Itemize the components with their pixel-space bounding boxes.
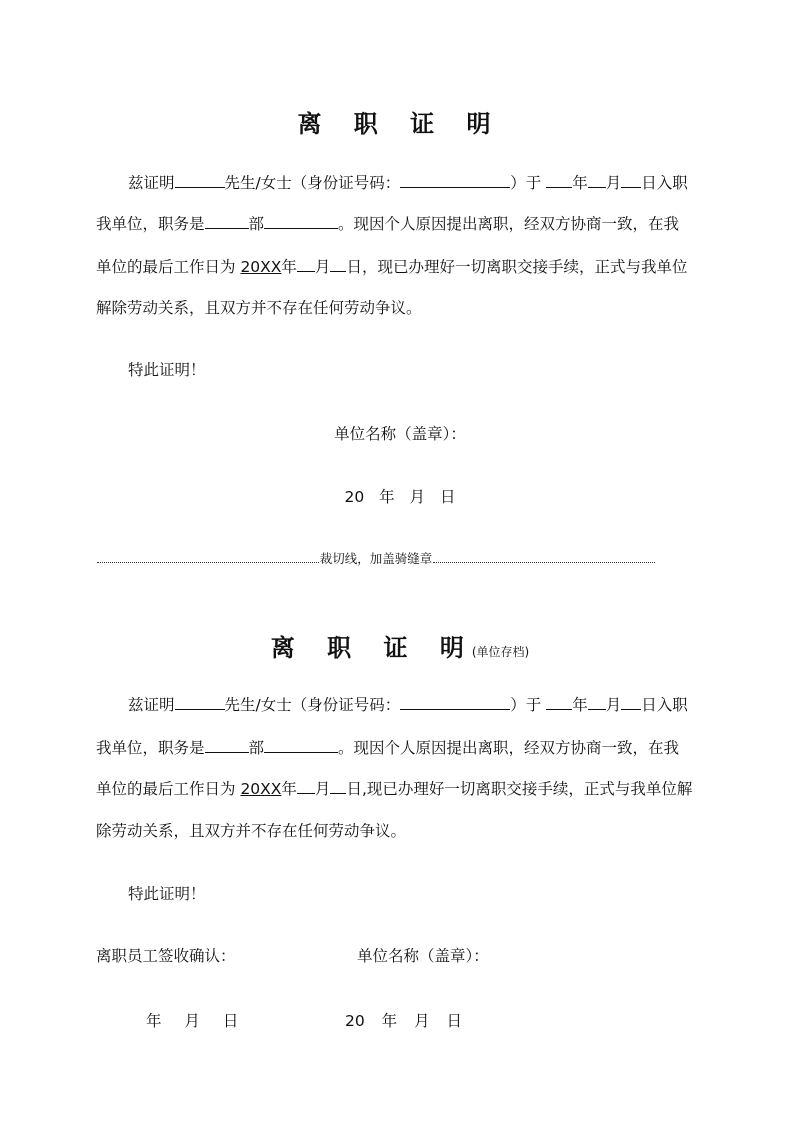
cert2-subtitle: (单位存档) — [471, 645, 530, 659]
cert2-special: 特此证明！ — [128, 885, 206, 903]
cert1-title: 离 职 证 明 — [297, 109, 503, 138]
cut-line-label: 裁切线，加盖骑缝章 — [319, 551, 433, 566]
cert1-line-3: 单位的最后工作日为 20XX年 月 日，现已办理好一切离职交接手续，正式与我单位 — [96, 258, 688, 276]
cert2-employee-date: 年 月 日 — [146, 1012, 239, 1030]
cert2-line-1: 兹证明 先生/女士（身份证号码： ）于 年 月 日入职 — [128, 696, 688, 714]
cut-dots-right — [433, 552, 655, 563]
cert2-title: 离 职 证 明(单位存档) — [270, 633, 530, 662]
cert2-company-seal: 单位名称（盖章）： — [357, 947, 489, 965]
cert2-company-date: 20 年 月 日 — [345, 1012, 463, 1030]
cert1-special: 特此证明！ — [128, 361, 206, 379]
cert1-line-2: 我单位，职务是 部 。现因个人原因提出离职，经双方协商一致，在我 — [96, 215, 680, 233]
cut-line — [96, 549, 656, 567]
cert1-date: 20 年 月 日 — [344, 488, 456, 506]
cert1-line-1: 兹证明 先生/女士（身份证号码： ）于 年 月 日入职 — [128, 174, 688, 192]
cert2-employee-sign: 离职员工签收确认： — [96, 947, 236, 965]
cert2-line-2: 我单位，职务是 部 。现因个人原因提出离职，经双方协商一致，在我 — [96, 739, 680, 757]
cert2-line-3: 单位的最后工作日为 20XX年 月 日,现已办理好一切离职交接手续，正式与我单位解 — [96, 780, 693, 798]
cut-dots-left — [97, 552, 319, 563]
cert1-company-seal: 单位名称（盖章）： — [334, 425, 466, 443]
cert1-line-4: 解除劳动关系，且双方并不存在任何劳动争议。 — [96, 299, 422, 317]
cert2-line-4: 除劳动关系，且双方并不存在任何劳动争议。 — [96, 822, 407, 840]
